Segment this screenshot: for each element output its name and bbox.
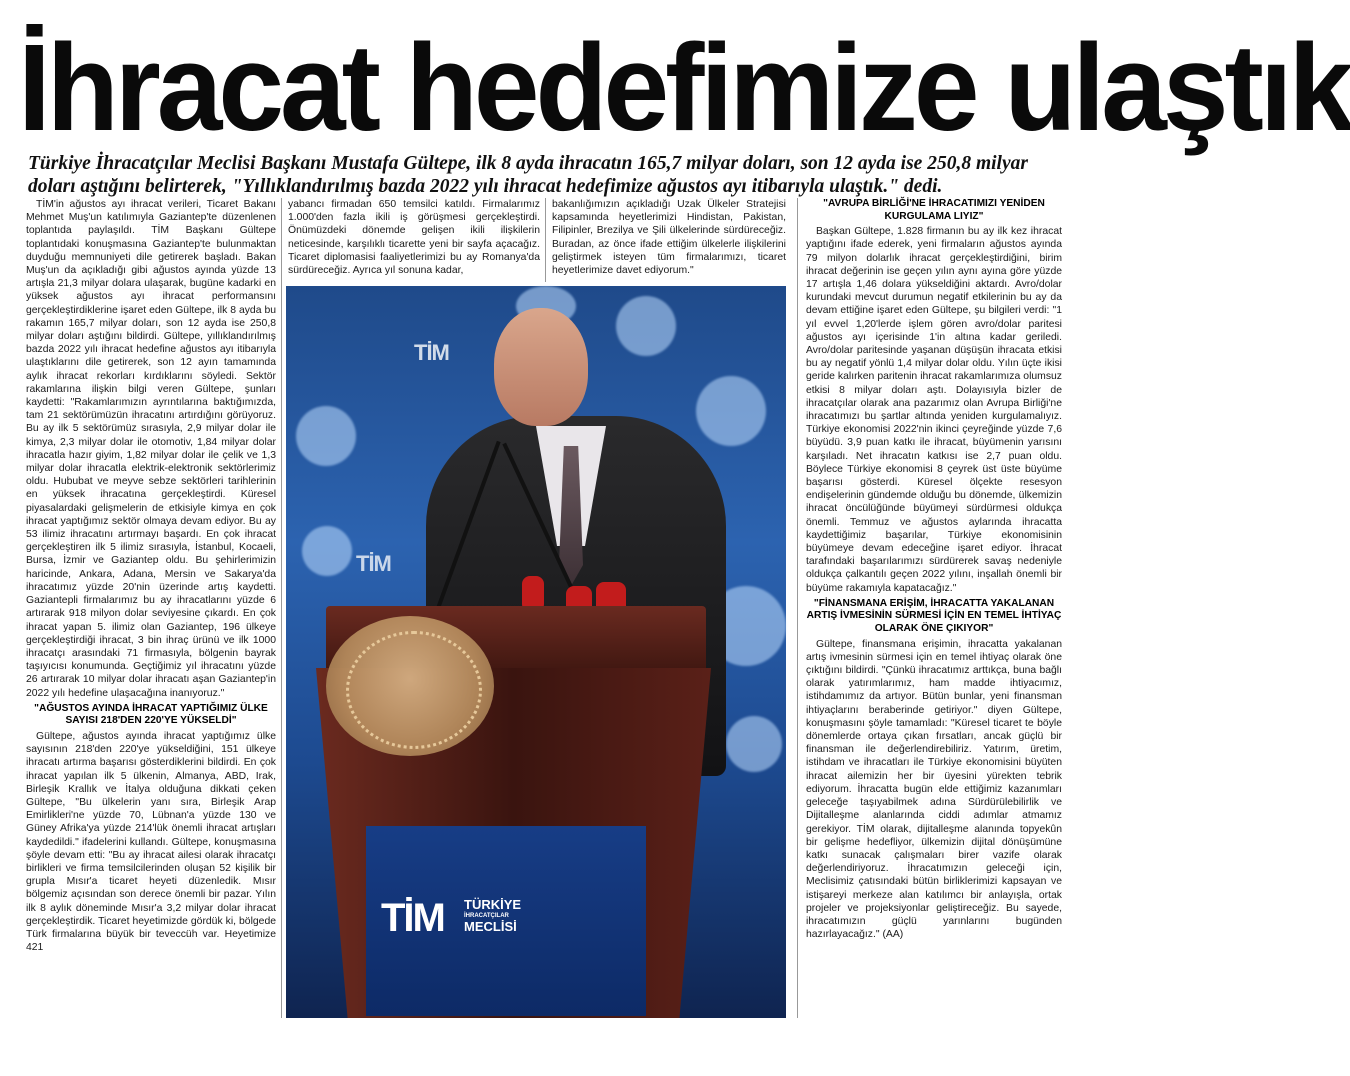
tim-logo-line-2: İHRACATÇILAR <box>464 913 509 919</box>
background-light <box>296 406 356 466</box>
speaker-photo <box>286 286 786 1018</box>
ministry-seal-ring <box>346 631 482 749</box>
section-subheading: "AĞUSTOS AYINDA İHRACAT YAPTIĞIMIZ ÜLKE SAYISI 218'DEN 220'YE YÜKSELDİ" <box>34 702 268 727</box>
body-paragraph: bakanlığımızın açıkladığı Uzak Ülkeler Stratejisi kapsamında heyetlerimizi Hindistan, Pakistan, Filipinler, Brezilya ve Şili ülkelerinde sürdüreceğiz. Buradan, az önce ifade ettiğim ülkelerle ilişkilerini geliştirmek isteyen tüm firmalarımızı, ticaret heyetlerimize davet ediyorum." <box>552 199 786 277</box>
column-divider <box>797 198 798 1018</box>
article-column-2 <box>288 198 540 284</box>
background-logo: TİM <box>356 551 391 576</box>
body-paragraph: TİM'in ağustos ayı ihracat verileri, Ticaret Bakanı Mehmet Muş'un katılımıyla Gaziantep'te düzenlenen toplantıda paylaşıldı. TİM Başkanı Gültepe toplantıdaki konuşmasına Gaziantep'te bulunmaktan duyduğu memnuniyeti dile getirerek başladı. Bakan Muş'un da açıkladığı gibi ağustos ayında yüzde 13 artışla 21,3 milyar dolara ulaşarak, bugüne kadarki en yüksek ağustos ayı ihracat performansını gerçekleştirdiklerine işaret eden Gültepe, ilk 8 ayda bu rakamın 165,7 milyar doları, son 12 ayda ise 250,8 milyar doları aştığını bildirdi. Gültepe, yıllıklandırılmış bazda 2022 yılı ihracat hedefine ağustos ayı itibarıyla ulaştıklarını dile getirerek, son 12 ayın tamamında aylık ihracat rekorları kırdıklarını söyledi. Sektör rakamlarına ilişkin bilgi veren Gültepe, şunları kaydetti: "Rakamlarımızın ayrıntılarına baktığımızda, tam 21 sektörümüzün ihracatını artırdığını görüyoruz. Bu ay ilk 5 sektörümüz sırasıyla, 2,9 milyar dolar ile kimya, 2,3 milyar dolar ile otomotiv, 1,84 milyar dolar ihracatla hazır giyim, 1,82 milyar dolar ile çelik ve 1,3 milyar dolar ihracatla elektrik-elektronik sektörlerimiz oldu. Hububat ve meyve sebze sektörleri tarihlerinin en yüksek ihracatına gerçekleştirdi. Küresel piyasalardaki gelişmelerin de etkisiyle kimya en çok ihracat yaptığımız sektör olmaya devam ediyor. Bu ay 53 ilimiz ihracatını artırmayı başardı. En çok ihracat gerçekleştiren ilk 5 ilimiz sırasıyla, İstanbul, Kocaeli, Bursa, İzmir ve Gaziantep oldu. Bu şehirlerimizin haricinde, Ankara, Adana, Mersin ve Sakarya'da ihracatımız yüzde 20'nin üzerinde artış kaydetti. Gaziantepli firmalarımız bu ay ihracatlarını yüzde 6 artırarak 918 milyon dolar seviyesine çıkardı. En çok ihracat yapan 5. ilimiz olan Gaziantep, 196 ülkeye gerçekleştirdiği ihracat, 3 bin ihraç ürünü ve ilk 1000 ihracatçı arasındaki 71 firmasıyla, bölgenin bayrak taşıyıcısı konumunda. Geçtiğimiz yıl ihracatını yüzde 26 artırarak 10 milyar dolar ihracatı aşan Gaziantep'in 2022 yılı hedefine ulaşacağına inanıyoruz." <box>26 199 276 699</box>
tim-logo-line-3: MECLİSİ <box>464 919 517 934</box>
column-divider <box>545 198 546 282</box>
tim-logo-line-1: TÜRKİYE <box>464 897 522 912</box>
background-logo: TİM <box>414 340 449 365</box>
section-subheading: "AVRUPA BİRLİĞİ'NE İHRACATIMIZI YENİDEN KURGULAMA LIYIZ" <box>823 198 1045 222</box>
background-light <box>696 376 766 446</box>
body-paragraph: Başkan Gültepe, 1.828 firmanın bu ay ilk kez ihracat yaptığını ifade ederek, yeni firmaların ağustos ayında 79 milyon dolarlık ihracat gerçekleştirdiğini, birim ihracat değerinin ise geçen yılın aynı ayına göre yüzde 17 artışla 1,46 dolara yükseldiğini aktardı. Avro/dolar kurundaki mevcut durumun negatif etkilerinin bu ay da devam ettiğine işaret eden Gültepe, şu bilgileri verdi: "1 yıl evvel 1,20'lerde işlem gören avro/dolar paritesi ağustos ayı içerisinde 1'in altına kadar geriledi. Avro/dolar paritesinde yaşanan düşüşün ihracata etkisi bu ay negatif yönlü 1,4 milyar dolar oldu. Yılın üçte ikisi geride kalırken paritenin ihracat rakamlarımıza olumsuz etkisi 8 milyar doları aştı. Dolayısıyla bizler de ihracatçılar olarak ana pazarımız olan Avrupa Birliği'ne ihracatımızı bu şartlar altında yeniden kurgulamalıyız. Türkiye ekonomisi 2022'nin ikinci çeyreğinde yüzde 7,6 büyüdü. 3,9 puan katkı ile ihracat, büyümenin yarısını karşıladı. Net ihracatın katkısı ise 2,7 puan oldu. Böylece Türkiye ekonomisi 8 çeyrek üst üste büyüme başarısı gösterdi. Küresel ölçekte resesyon endişelerinin gündemde olduğu bu dönemde, ülkemizin ihracat öncülüğünde büyümeyi sürdürmesi oldukça önemli. Temmuz ve ağustos aylarında ihracatta kaydettiğimiz başarılar, Türkiye ekonomisinin büyümeye devam edeceğine işaret ediyor. İhracat tarafındaki başarılarımızı sürdürerek savaş nedeniyle oldukça çalkantılı geçen 2022 yılını, inşallah önemli bir büyüme rakamıyla kapatacağız." <box>806 226 1062 594</box>
background-light <box>726 716 782 772</box>
body-paragraph: yabancı firmadan 650 temsilci katıldı. Firmalarımız 1.000'den fazla ikili iş görüşmesi gerçekleştirdi. Önümüzdeki dönemde gelişen ikili ilişkilerin neticesinde, karşılıklı ticarette yeni bir sayfa açacağız. Ticaret diplomasisi faaliyetlerimizi bu ay Romanya'da sürdüreceğiz. Ayrıca yıl sonuna kadar, <box>288 199 540 277</box>
column-divider <box>281 198 282 1018</box>
article-column-1 <box>26 198 276 1020</box>
article-headline: İhracat hedefimize ulaştık <box>18 18 1350 158</box>
tim-logo-text <box>464 898 574 934</box>
section-subheading: "FİNANSMANA ERİŞİM, İHRACATTA YAKALANAN ARTIŞ İVMESİNİN SÜRMESİ İÇİN EN TEMEL İHTİYAÇ OLARAK ÖNE ÇIKIYOR" <box>806 597 1062 635</box>
article-subhead: Türkiye İhracatçılar Meclisi Başkanı Mustafa Gültepe, ilk 8 ayda ihracatın 165,7 milyar doları, son 12 ayda ise 250,8 milyar doları aştığını belirterek, "Yıllıklandırılmış bazda 2022 yılı ihracat hedefimize ağustos ayı itibarıyla ulaştık." dedi. <box>28 153 1028 197</box>
background-light <box>616 296 676 356</box>
article-column-3 <box>552 198 786 284</box>
body-paragraph: Gültepe, finansmana erişimin, ihracatta yakalanan artış ivmesinin sürmesi için en temel ihtiyaç olarak öne çıktığını bildirdi. "Çünkü ihracatımız arttıkça, buna bağlı olarak yatırımlarımız, ham madde ihtiyacımız, istihdamımız da artıyor. Bütün bunlar, yeni finansman ihtiyaçlarını beraberinde getiriyor." diyen Gültepe, konuşmasını şöyle tamamladı: "Küresel ticaret te böyle dönemlerde ortaya çıkan fırsatları, ancak güçlü bir finansman ile değerlendirebiliriz. Yatırım, üretim, istihdam ve ihracatları ile Türkiye ekonomisini büyüten ihracat ailemizin her bir üyesini yürekten tebrik ediyorum. İhracatta bugün elde ettiğimiz kazanımları geleceğe taşıyabilmek adına Sürdürülebilirlik ve Dijitalleşme alanlarında ciddi adımlar atmamız gerekiyor. TİM olarak, dijitalleşme alanında topyekûn bir gelişme hedefliyor, ülkemizin dijital dönüşümüne katkı sunacak çalışmaları birer vazife olarak değerlendiriyoruz. İhracatımızın geleceği için, Meclisimiz çatısındaki bütün birliklerimizi kapsayan ve istişareyi merkeze alan katılımcı bir anlayışla, ortak projeler ve projeksiyonlar geliştireceğiz. Bu sayede, ihracatımızın güçlü yarınlarını bugünden hazırlayacağız." (AA) <box>806 638 1062 941</box>
body-paragraph: Gültepe, ağustos ayında ihracat yaptığımız ülke sayısının 218'den 220'ye yükseldiğini, 151 ülkeye ihracatı artırma başarısı gösterdiklerini bildirdi. En çok ihracat yapılan ilk 5 ülkenin, Almanya, ABD, Irak, Birleşik Krallık ve İtalya olduğuna dikkati çeken Gültepe, "Bu ülkelerin yanı sıra, Birleşik Arap Emirlikleri'ne yüzde 70, Lübnan'a yüzde 130 ve Güney Afrika'ya yüzde 214'lük önemli ihracat artışları kaydedildi." ifadelerini kullandı. Gültepe, konuşmasına şöyle devam etti: "Bu ay ihracat ailesi olarak ihracatçı birlikleri ve firma temsilcilerinden oluşan 52 kişilik bir grupla Mısır'a ticaret heyeti düzenledik. Mısır bölgemiz açısından son derece önemli bir pazar. Yılın ilk 8 aylık döneminde Mısır'a 3,2 milyar dolar ihracat gerçekleştirdik. Ticaret heyetimizde gördük ki, bölgede Türk firmalarına büyük bir teveccüh var. Heyetimize 421 <box>26 730 276 954</box>
tim-logo-mark: TİM <box>381 896 444 940</box>
article-column-4 <box>806 198 1062 1020</box>
speaker-head <box>494 308 588 426</box>
background-light <box>302 526 352 576</box>
